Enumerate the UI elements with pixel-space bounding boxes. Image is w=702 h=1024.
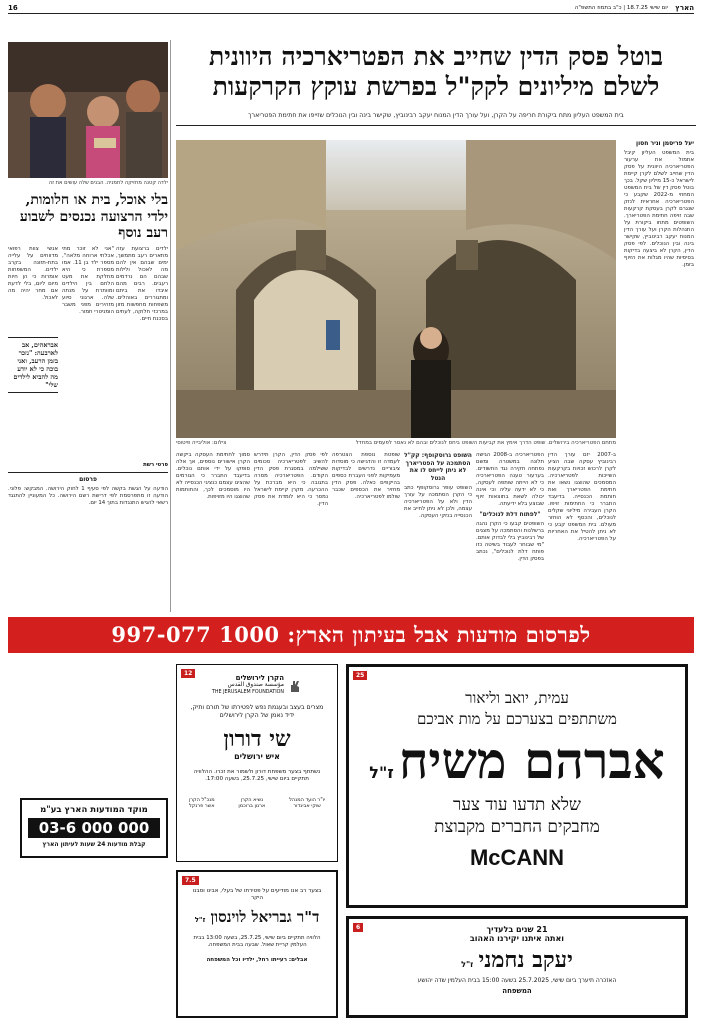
main-photo-caption bbox=[176, 440, 616, 446]
side-col1: ילדים ברצועת עזה מתארים רעב מתמשך, ימים שבהם אין להם מה לאכול ולילות שבהם הם נרדמים רעבים. רבים מהם איבדו את ביתם ומתגוררים באוהלים. משפחות מחפשות מזון במרכזי חלוקה, לעתים בסכנת חיים. bbox=[116, 246, 168, 322]
ad-mccann-suffix: ז"ל bbox=[369, 763, 394, 782]
ad-nachmani bbox=[346, 916, 688, 1018]
date-line: יום שישי 18.7.25 | כ"ב בתמוז התשפ"ה bbox=[574, 5, 668, 11]
side-headline: בלי אוכל, בית או חלומות, ילדי הרצועה נכנסים לשבוע רעב נוסף bbox=[19, 192, 168, 241]
ad-mccann-mourners: עמית, יואב וליאור bbox=[465, 689, 569, 707]
notice-rule bbox=[8, 472, 168, 473]
foundation-deceased-name: שי דורון bbox=[223, 726, 291, 752]
signature-chair-name: שוקי אביגדור bbox=[293, 803, 321, 809]
side-photo bbox=[8, 42, 168, 178]
main-col5-title: השופט גרוסקופף: קק"ל הסתמכה על הפטריארך לא ניתן לייחס לו את הנטל bbox=[404, 452, 472, 482]
main-subhead: בית המשפט העליון מתח ביקורת חריפה על הקרן, ועל עורך הדין המנוח יעקב רבינוביץ, שקישר בינה ובין הנוכלים שזייפו את חתימת הפטריארך bbox=[248, 112, 624, 119]
side-quote-box bbox=[8, 246, 58, 396]
notice-text: הודעה על הגשת בקשה לפי סעיף 1 לחוק הירושה. המבקש: פלוני. הודעה זו מתפרסמת לפי דרישת רשם הירושה. כל המעוניין להתנגד רשאי להגיש התנגדות בתוך 14 יום. bbox=[8, 486, 168, 506]
ad-jerusalem-foundation bbox=[176, 664, 338, 862]
main-col3 bbox=[476, 452, 544, 612]
foundation-name-en: THE JERUSALEM FOUNDATION bbox=[211, 690, 285, 695]
ad-badge: 25 bbox=[353, 671, 367, 680]
levinson-suffix: ז"ל bbox=[194, 916, 206, 924]
ad-mccann-brand: McCANN bbox=[469, 845, 565, 870]
ad-mccann-name: אברהם משיח bbox=[398, 731, 665, 790]
foundation-name-he: הקרן לירושלים bbox=[235, 674, 285, 682]
foundation-body: נשתתף בצער משפחת דורון ולשמור את זכרו. ההלוויה תתקיים ביום שישי, 25.7.25, בשעה 17:00. bbox=[193, 769, 321, 782]
main-headline bbox=[176, 42, 696, 102]
main-col2: ב-2007 יזם עורך הדין רבינוביץ עסקה שבה הציע לקרן לרכוש זכויות בקרקעות השייכות לפטריארכיה. המסמכים שהוצגו נשאו את חתימת הפטריארך ואת חותמת הכנסייה. בדיעבד התברר כי החתימות זויפו. הקרן העבירה מיליוני שקלים לנוכלים, והכסף לא הוחזר מעולם. בית המשפט קבע כי לא ניתן להטיל את האחריות על הפטריארכיה. bbox=[548, 452, 616, 542]
paper-name: הארץ bbox=[675, 4, 694, 12]
side-photo-caption: ילדה קטנה מחזיקה לחמניה. הבנים שלה עושים את זה bbox=[48, 180, 168, 186]
signature-chair-role: יו"ר הועד המנהל bbox=[289, 797, 326, 803]
nachmani-name: יעקב נחמני bbox=[478, 947, 573, 973]
levinson-top: בצער רב אנו מודיעים על פטירתו של בעלי, אבינו וסבנו היקר bbox=[192, 888, 322, 901]
levinson-family: אבלים: רעייתו רחל, ילדיו וכל המשפחה bbox=[206, 957, 308, 963]
masthead bbox=[8, 2, 694, 14]
foundation-name-ar: مؤسسة صندوق القدس bbox=[227, 682, 285, 688]
foundation-intro: מצרים בעצב ובעגמת נפש לפטירתו של תורם ותיק, ידיד נאמן של הקרן לירושלים bbox=[190, 704, 324, 719]
signature-ceo bbox=[189, 797, 215, 809]
signature-ceo-role: מנכ"ל הקרן bbox=[188, 797, 215, 803]
notice-title: פרסום bbox=[79, 476, 97, 483]
main-photo-caption-text: מתחם הפטריארכיה בירושלים. שופט הדרך אימץ את קביעות השופט ביחס לנוכלים ובהם לא נאסר לפעמים במחדל bbox=[355, 440, 616, 446]
side-byline: פרטי רשת bbox=[143, 462, 168, 468]
signature-president bbox=[238, 797, 265, 809]
ad-levinson bbox=[176, 870, 338, 1018]
nachmani-body: האזכרה תיערך ביום שישי, 25.7.2025 בשעה 15:00 בבית העלמין שדה יהושע bbox=[417, 977, 617, 984]
ad-mccann bbox=[346, 664, 688, 908]
mourning-ads-banner bbox=[8, 617, 694, 653]
headline-rule bbox=[176, 125, 696, 126]
main-byline: יעל פריסמן וניר חסון bbox=[636, 140, 694, 147]
ad-mccann-wish1: שלא תדעו עוד צער bbox=[453, 795, 581, 815]
side-quote: אבראהים, אב לארבעה: "נזכר בזמן הרעב, ואני בוכה כי לא יודע מה להביא לילדים שלי" bbox=[13, 341, 58, 389]
nachmani-name-row bbox=[349, 947, 685, 973]
nachmani-family: המשפחה bbox=[502, 987, 532, 995]
main-col3-text: הפטריארכיה ב-2008 הגישה תלונה במשטרה ומשם נפתחה חקירה נגד החשודים. בערעור טענה הפטריארכיה כי לא הייתה שותפה לעסקה, כי לא ידעה עליה וכי אינה יכולה לשאת בתוצאות זיוף שבוצע בלא ידיעתה. bbox=[476, 452, 544, 507]
ad-badge: 7.5 bbox=[182, 876, 199, 885]
levinson-body: הלוויה תתקיים ביום שישי, 25.7.25, בשעה 13:00 בבית העלמין קריית שאול. שבעה בבית המשפחה. bbox=[193, 935, 321, 948]
haaretz-ad-phone: 03-6 000 000 bbox=[28, 818, 160, 838]
main-col8: סמוך לחתימת העסקה ביקשה הקרן אישורים נוספים, אך אלה סופקו על ידי אותם נוכלים. בדיעבד התברר כי הגורמים שהציגו עצמם כנציגי הכנסייה לא היו מוסמכים לכך, והחותמות שהוצגו היו מזויפות. bbox=[176, 452, 250, 500]
ad-mccann-line: משתתפים בצערכם על מות אביכם bbox=[417, 710, 617, 728]
main-photo-credit: צילום: אוליבייה פיטוסי bbox=[176, 440, 227, 446]
ad-badge: 6 bbox=[353, 923, 363, 932]
page-number: 16 bbox=[8, 4, 18, 12]
side-col3: אנשי צוות רפואי מדווחים על עלייה בתת-תזונה בקרב ילדים. המשפחות אומרות כי הן חיות מיום ליום, בלי לדעת אם מחר יהיה מה לאכול. bbox=[8, 246, 58, 301]
main-photo bbox=[176, 140, 616, 438]
main-col7: לפי פסק הדין, הקרן תידרש להשיב לפטריארכיה סכומים ששילמה במסגרת פסק הדין הקודם. הפטריארכיה מסרה בתגובה כי היא מברכת על ההכרעה. מקרן קיימת לישראל נמסר כי היא לומדת את פסק הדין. bbox=[254, 452, 328, 507]
gaza-children-image bbox=[8, 42, 168, 178]
side-col2: "אני לא זוכר מתי אכלתי ארוחה מלאה", מספר ילד בן 11. אמו מספרת כי היא מחלקת את מעט הלחם בין הילדים ומוותרת על מנתה שלה. ארגוני סיוע מזהירים מפני משבר הומניטרי חמור. bbox=[62, 246, 114, 315]
foundation-signatures bbox=[177, 797, 337, 809]
main-col1: בית המשפט העליון קיבל אתמול את ערעור הפטריארכיה היוונית על פסק הדין שחייב לשלם לקרן קיימת לישראל כ-15 מיליון שקל. בכך בוטל פסק דין של בית המשפט המחוזי מ-2022 שקבע כי הפטריארכיה אחראית לנזק שנגרם לקרן בעסקת קרקעות שבה זויפה חתימת הפטריארך. השופטים מתחו ביקורת על התנהלות הקרן ועל עורך הדין המנוח יעקב רבינוביץ, שקישר בינה ובין הנוכלים. לפי פסק הדין, הקרן לא ביצעה בדיקות בסיסיות שהיו מגלות את הזיוף בזמן. bbox=[624, 150, 694, 268]
mourning-ads-banner-text: לפרסום מודעות אבל בעיתון הארץ: 1000 997-077 bbox=[111, 622, 591, 647]
signature-president-name: ארנון ברוכמן bbox=[238, 803, 266, 809]
section-divider bbox=[170, 40, 171, 612]
signature-ceo-name: אשר פרנקל bbox=[188, 803, 215, 809]
main-col5-text: השופט עופר גרוסקופף כתב כי הקרן הסתמכה על עורך הדין ולא על הפטריארכיה עצמה, ולכן לא ניתן לחייב את הכנסייה בנזקי העסקה. bbox=[404, 485, 472, 519]
ad-mccann-wish2: מחבקים החברים מקבוצת bbox=[434, 817, 600, 837]
main-headline-line1: בוטל פסק הדין שחייב את הפטריארכיה היוונית bbox=[208, 42, 663, 71]
ad-haaretz-center bbox=[20, 798, 168, 858]
jerusalem-courtyard-image bbox=[176, 140, 616, 438]
main-col4-text: השופטים קבעו כי הקרן נהגה ברשלנות והסתמכה על מצגים של רבינוביץ בלי לבדוק אותם. "מי שבוחר לעבוד בשיטה כזו פותח דלת לנוכלים", נכתב בפסק הדין. bbox=[476, 521, 544, 562]
quote-rule-top bbox=[8, 337, 58, 338]
haaretz-ad-line2: קבלת מודעות 24 שעות לעיתון הארץ bbox=[42, 841, 146, 848]
foundation-deceased-title: איש ירושלים bbox=[234, 752, 280, 761]
nachmani-suffix: ז"ל bbox=[461, 960, 474, 969]
haaretz-ad-line1: מוקד המודעות הארץ בע"מ bbox=[40, 805, 148, 815]
ad-badge: 12 bbox=[181, 669, 195, 678]
main-inline-subhead: "לפתוח דלת לנוכלים" bbox=[479, 511, 541, 518]
main-col5 bbox=[404, 452, 472, 612]
levinson-name-row bbox=[178, 907, 336, 927]
nachmani-line1: 21 שנים בלעדיך bbox=[486, 925, 548, 934]
signature-chair bbox=[289, 797, 325, 809]
main-headline-line2: לשלם מיליונים לקק"ל בפרשת עוקץ הקרקעות bbox=[212, 72, 660, 101]
ad-mccann-name-row bbox=[349, 733, 685, 789]
hand-icon bbox=[288, 679, 302, 693]
levinson-name: ד"ר גבריאל לוינסון bbox=[210, 908, 320, 926]
foundation-logo bbox=[177, 675, 337, 696]
nachmani-line2: ואתה איתנו יקירנו האהוב bbox=[469, 934, 565, 943]
quote-rule-bottom bbox=[8, 392, 58, 393]
signature-president-role: נשיא הקרן bbox=[240, 797, 264, 803]
main-col6: שופטת נוספת הצטרפה לעמדה זו והדגישה כי מוסדות ציבוריים נדרשים לבדיקות מעמיקות לפני העברת כספים בהיקפים כאלה. פסק הדין מחזיר את הכספים שכבר שולמו לפטריארכיה. bbox=[332, 452, 400, 500]
